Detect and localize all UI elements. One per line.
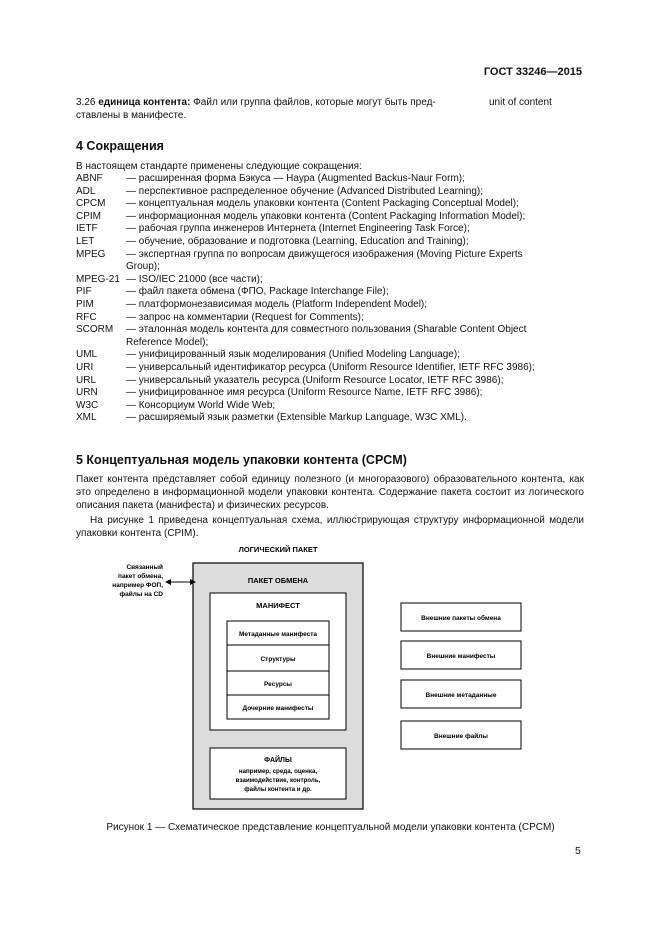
abbreviation-value: — универсальный идентификатор ресурса (Uniform Resource Identifier, IETF RFC 3986);: [126, 361, 535, 373]
side-label-3: например ФОП,: [112, 582, 163, 589]
abbreviation-value: — эталонная модель контента для совместного пользования (Sharable Content Object: [126, 324, 527, 336]
external-manifests-label: Внешние манифесты: [426, 653, 496, 660]
abbreviation-value: Group);: [126, 261, 160, 273]
abbreviation-key: ABNF: [76, 173, 103, 184]
cpcm-diagram: [0, 540, 661, 830]
abbreviation-key: URI: [76, 361, 94, 373]
abbreviation-value: — концептуальная модель упаковки контента (Content Packaging Conceptual Model);: [126, 198, 519, 210]
abbreviation-key: PIF: [76, 286, 92, 298]
abbreviation-key: IETF: [76, 223, 98, 235]
abbreviation-key: PIM: [76, 298, 94, 310]
abbreviation-row: [76, 249, 584, 262]
manifest-row-structures: Структуры: [260, 656, 296, 663]
abbreviation-row: [76, 387, 584, 400]
term-definition: [76, 96, 496, 122]
abbreviation-key: RFC: [76, 311, 97, 323]
section-4-intro: В настоящем стандарте применены следующие сокращения:: [76, 161, 362, 172]
abbreviation-row: [76, 375, 584, 388]
figure-caption: Рисунок 1 — Схематическое представление концептуальной модели упаковки контента (CPCM): [106, 822, 555, 833]
files-line-3: файлы контента и др.: [244, 786, 312, 793]
abbreviation-key: CPCM: [76, 198, 106, 210]
abbreviation-row: [76, 362, 584, 375]
abbreviation-value: — запрос на комментарии (Request for Comments);: [126, 311, 364, 323]
abbreviation-list: [76, 173, 584, 425]
abbreviation-key: SCORM: [76, 324, 114, 336]
external-files-label: Внешние файлы: [434, 733, 488, 740]
abbreviation-key: URN: [76, 387, 98, 399]
section-4-title: 4 Сокращения: [76, 139, 164, 153]
abbreviation-row: [76, 236, 584, 249]
logical-package-label: ЛОГИЧЕСКИЙ ПАКЕТ: [238, 545, 318, 554]
abbreviation-value: — экспертная группа по вопросам движущегося изображения (Moving Picture Experts: [126, 248, 523, 260]
abbreviation-row: [76, 173, 584, 186]
abbreviation-value: — рабочая группа инженеров Интернета (Internet Engineering Task Force);: [126, 223, 470, 235]
abbreviation-row: [76, 299, 584, 312]
abbreviation-key: W3C: [76, 399, 99, 411]
files-line-2: взаимодействие, контроль,: [235, 777, 321, 784]
abbreviation-row: [76, 274, 584, 287]
abbreviation-row: [76, 211, 584, 224]
abbreviation-value: — унифицированное имя ресурса (Uniform Resource Name, IETF RFC 3986);: [126, 387, 483, 399]
abbreviation-value: — унифицированный язык моделирования (Unified Modeling Language);: [126, 349, 460, 361]
manifest-row-metadata: Метаданные манифеста: [238, 631, 318, 638]
section-5-paragraph-2: На рисунке 1 приведена концептуальная схема, иллюстрирующая структуру информационной модели упаковки контента (CPIM).: [76, 515, 584, 539]
abbreviation-value: — расширенная форма Бэкуса — Наура (Augmented Backus-Naur Form);: [126, 173, 465, 184]
abbreviation-value: — расширяемый язык разметки (Extensible Markup Language, W3C XML).: [126, 412, 467, 424]
abbreviation-row: [76, 223, 584, 236]
abbreviation-key: CPIM: [76, 210, 101, 222]
abbreviation-key: MPEG-21: [76, 273, 120, 285]
abbreviation-value: — файл пакета обмена (ФПО, Package Interchange File);: [126, 286, 389, 298]
abbreviation-key: MPEG: [76, 248, 106, 260]
abbreviation-row: [76, 400, 584, 413]
abbreviation-key: ADL: [76, 185, 96, 197]
manifest-label: МАНИФЕСТ: [256, 601, 300, 610]
manifest-row-resources: Ресурсы: [264, 681, 292, 688]
abbreviation-value: — платформонезависимая модель (Platform Independent Model);: [126, 298, 428, 310]
abbreviation-key: UML: [76, 349, 98, 361]
abbreviation-row: [76, 261, 584, 274]
abbreviation-value: — универсальный указатель ресурса (Uniform Resource Locator, IETF RFC 3986);: [126, 374, 504, 386]
abbreviation-value: — ISO/IEC 21000 (все части);: [126, 273, 263, 285]
section-5-paragraph-1: Пакет контента представляет собой единицу полезного (и многоразового) образовательного контента, как это определено в информационной модели упаковки контента. Содержание пакета состоит из логического описания пакета (манифеста) и физических ресурсов.: [76, 474, 584, 511]
term-english: unit of content: [489, 97, 552, 108]
abbreviation-row: [76, 412, 584, 425]
abbreviation-value: — информационная модель упаковки контента (Content Packaging Information Model);: [126, 210, 526, 222]
abbreviation-key: LET: [76, 235, 95, 247]
term-definition-line2: ставлены в манифесте.: [76, 110, 187, 121]
abbreviation-row: [76, 324, 584, 337]
side-label-1: Связанный: [126, 564, 163, 571]
term-definition-line1: Файл или группа файлов, которые могут быть пред-: [193, 97, 436, 108]
abbreviation-value: — перспективное распределенное обучение (Advanced Distributed Learning);: [126, 185, 484, 197]
abbreviation-row: [76, 186, 584, 199]
abbreviation-value: — Консорциум World Wide Web;: [126, 399, 276, 411]
abbreviation-value: — обучение, образование и подготовка (Learning, Education and Training);: [126, 235, 469, 247]
abbreviation-row: [76, 286, 584, 299]
external-packages-label: Внешние пакеты обмена: [421, 615, 501, 622]
abbreviation-value: Reference Model);: [126, 336, 209, 348]
section-5-title: 5 Концептуальная модель упаковки контента (CPCM): [76, 453, 407, 467]
side-label-2: пакет обмена,: [118, 573, 163, 580]
page-number: 5: [575, 845, 581, 857]
manifest-row-child-manifests: Дочерние манифесты: [242, 705, 314, 712]
abbreviation-key: [76, 337, 126, 350]
abbreviation-key: XML: [76, 412, 97, 424]
external-metadata-label: Внешние метаданные: [425, 692, 497, 699]
document-code: ГОСТ 33246—2015: [483, 66, 582, 78]
abbreviation-key: URL: [76, 374, 97, 386]
files-label: ФАЙЛЫ: [264, 757, 292, 764]
abbreviation-row: [76, 349, 584, 362]
exchange-package-label: ПАКЕТ ОБМЕНА: [247, 576, 309, 585]
abbreviation-row: [76, 312, 584, 325]
term-number: 3.26: [76, 97, 96, 108]
side-label-4: файлы на CD: [119, 591, 163, 598]
files-line-1: например, среда, оценка,: [238, 768, 318, 775]
term-name: единица контента:: [98, 97, 191, 108]
abbreviation-row: [76, 198, 584, 211]
abbreviation-row: [76, 337, 584, 350]
abbreviation-key: [76, 261, 126, 274]
